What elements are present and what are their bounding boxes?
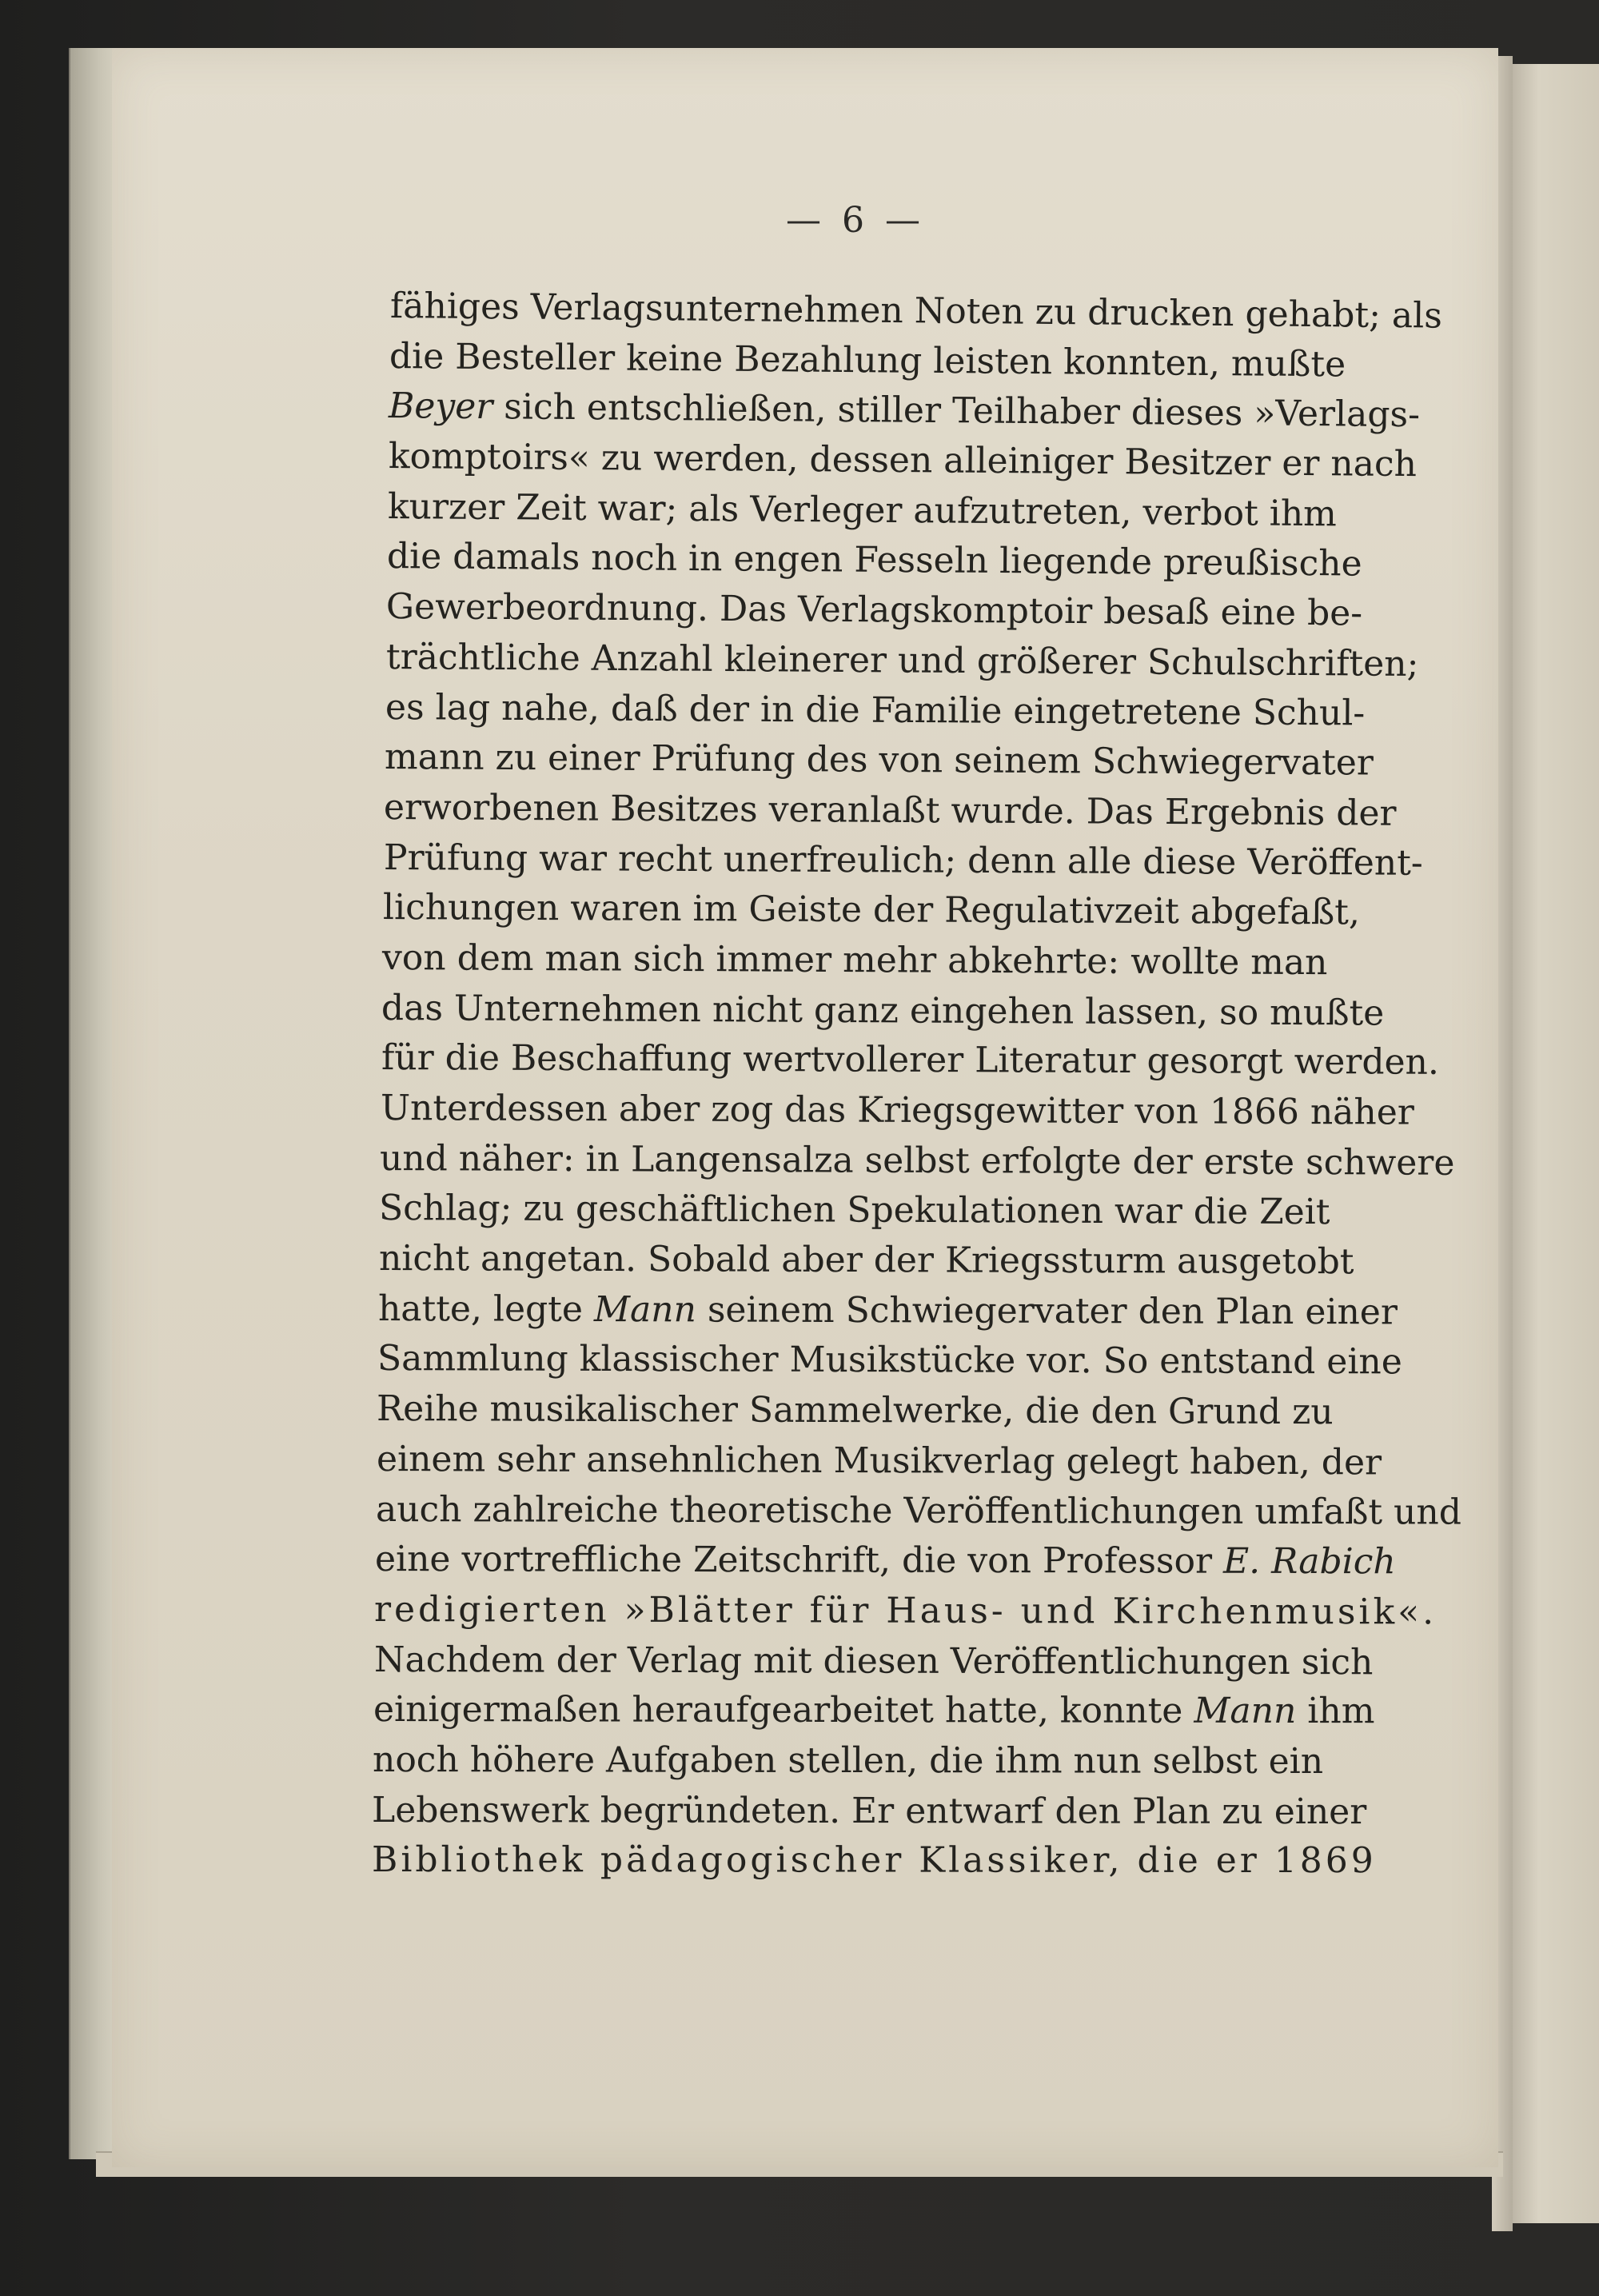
text-segment: Lebenswerk begründeten. Er entwarf den Plan zu einer [371, 1789, 1367, 1832]
text-segment: Reihe musikalischer Sammelwerke, die den Grund zu [376, 1388, 1334, 1433]
text-line [381, 1033, 1440, 1088]
text-segment: Schlag; zu geschäftlichen Spekulationen war die Zeit [378, 1188, 1330, 1233]
text-segment: eine vortreffliche Zeitschrift, die von Professor [374, 1539, 1224, 1582]
text-line [373, 1585, 1438, 1638]
text-segment: für die Beschaffung wertvollerer Literatur gesorgt werden. [381, 1037, 1440, 1084]
text-line [374, 1535, 1396, 1587]
text-segment: von dem man sich immer mehr abkehrte: wollte man [381, 936, 1328, 984]
text-segment: hatte, legte [377, 1288, 595, 1330]
text-segment: Prüfung war recht unerfreulich; denn alle diese Veröffent- [383, 837, 1423, 884]
text-segment: einem sehr ansehnlichen Musikverlag gelegt haben, der [376, 1438, 1382, 1483]
text-line [383, 833, 1423, 888]
text-line [386, 532, 1362, 589]
text-line [372, 1735, 1324, 1787]
text-segment: auch zahlreiche theoretische Veröffentlichungen umfaßt und [375, 1488, 1461, 1533]
italic-name: Beyer [388, 385, 493, 428]
text-segment: Gewerbeordnung. Das Verlagskomptoir besaß eine be- [385, 586, 1363, 634]
text-segment: die Besteller keine Bezahlung leisten konnten, mußte [389, 335, 1346, 385]
text-segment: seinem Schwiegervater den Plan einer [696, 1289, 1398, 1333]
text-line [378, 1184, 1330, 1238]
left-page-edge [69, 48, 118, 2159]
text-line [387, 482, 1338, 540]
text-segment: trächtliche Anzahl kleinerer und größerer Schulschriften; [385, 636, 1419, 685]
text-segment: Bibliothek pädagogischer Klassiker, die er 1869 [371, 1839, 1377, 1882]
text-segment: Sammlung klassischer Musikstücke vor. So entstand eine [377, 1338, 1402, 1383]
text-line [377, 1284, 1398, 1338]
text-line [385, 683, 1366, 739]
text-line [381, 933, 1328, 988]
italic-name: E. Rabich [1222, 1540, 1396, 1583]
text-line [382, 883, 1361, 938]
text-line [388, 432, 1418, 489]
text-segment: Nachdem der Verlag mit diesen Veröffentlichungen sich [373, 1639, 1374, 1683]
text-segment: fähiges Verlagsunternehmen Noten zu drucken gehabt; als [389, 286, 1443, 337]
text-segment: das Unternehmen nicht ganz eingehen lassen, so mußte [381, 987, 1385, 1034]
text-segment: lichungen waren im Geiste der Regulativzeit abgefaßt, [382, 887, 1361, 933]
text-line [373, 1635, 1374, 1688]
text-line [385, 582, 1363, 639]
text-line [371, 1835, 1377, 1887]
text-line [384, 733, 1374, 789]
text-segment: die damals noch in engen Fesseln liegende preußische [386, 536, 1362, 585]
text-line [376, 1384, 1334, 1438]
text-segment: redigierten »Blätter für Haus- und Kirchenmusik«. [373, 1588, 1438, 1633]
text-line [381, 984, 1385, 1039]
page-number: — 6 — [786, 200, 925, 241]
text-segment: einigermaßen heraufgearbeitet hatte, konnte [373, 1689, 1194, 1732]
text-line [385, 633, 1419, 689]
text-line [376, 1435, 1382, 1488]
text-line [380, 1084, 1414, 1138]
text-segment: erworbenen Besitzes veranlaßt wurde. Das Ergebnis der [383, 786, 1397, 834]
text-line [371, 1786, 1367, 1838]
italic-name: Mann [1194, 1691, 1297, 1732]
text-segment: komptoirs« zu werden, dessen alleiniger Besitzer er nach [388, 436, 1418, 485]
italic-name: Mann [593, 1288, 696, 1331]
text-line [379, 1134, 1455, 1188]
text-segment: es lag nahe, daß der in die Familie eingetretene Schul- [385, 686, 1366, 733]
text-line [377, 1334, 1402, 1388]
text-line [389, 282, 1443, 341]
text-segment: und näher: in Langensalza selbst erfolgte der erste schwere [379, 1137, 1455, 1184]
text-line [373, 1685, 1375, 1737]
text-line [375, 1485, 1461, 1538]
text-segment: noch höhere Aufgaben stellen, die ihm nun selbst ein [372, 1739, 1324, 1783]
text-segment: Unterdessen aber zog das Kriegsgewitter von 1866 näher [380, 1088, 1414, 1133]
text-line [378, 1234, 1354, 1288]
text-line [383, 783, 1397, 839]
text-line [389, 332, 1346, 390]
text-segment: mann zu einer Prüfung des von seinem Schwiegervater [384, 737, 1374, 784]
text-segment: nicht angetan. Sobald aber der Kriegssturm ausgetobt [378, 1238, 1354, 1283]
text-segment: kurzer Zeit war; als Verleger aufzutreten, verbot ihm [387, 485, 1338, 535]
body-text [371, 282, 1461, 1886]
adjacent-page [1509, 64, 1599, 2223]
text-segment: ihm [1296, 1691, 1375, 1732]
text-line [388, 381, 1421, 440]
text-segment: sich entschließen, stiller Teilhaber dieses »Verlags- [492, 386, 1421, 436]
